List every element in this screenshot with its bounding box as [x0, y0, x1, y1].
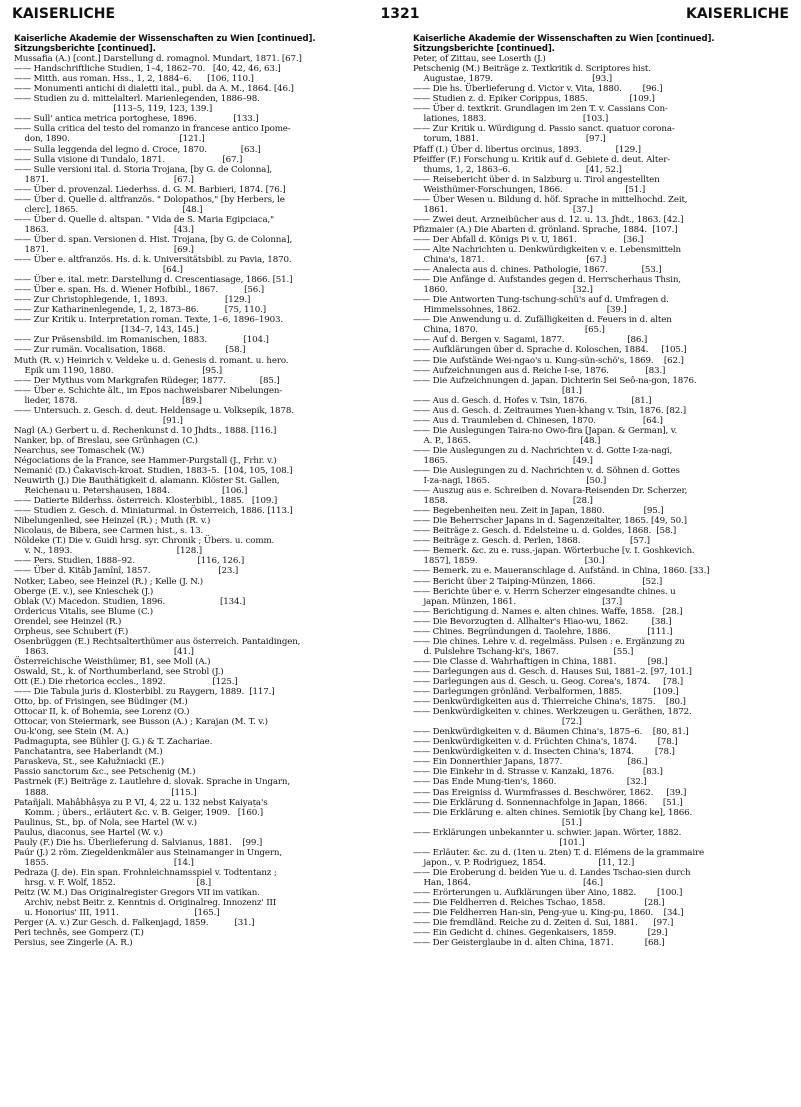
index-entry-line: Himmelssohnes, 1862. [39.] — [413, 305, 627, 316]
index-entry-line: —— Denkwürdigkeiten v. d. Bäumen China's, 1875–6. [80, 81.] — [413, 727, 689, 738]
header-right-title: KAISERLICHE — [685, 6, 789, 22]
header-left-title: KAISERLICHE — [12, 6, 116, 22]
index-entry-line: —— Die Auslegungen zu d. Nachrichten v. d. Gotte I-za-nagi, — [413, 445, 673, 456]
index-entry-line: Ou-k'ong, see Stein (M. A.) — [14, 727, 129, 738]
index-entry-line: [134–7, 143, 145.] — [14, 325, 199, 336]
index-entry-line: —— Über d. Kitâb Jamînî, 1857. [23.] — [14, 566, 239, 577]
index-entry-line: Ordericus Vitalis, see Blume (C.) — [14, 606, 154, 617]
index-entry-line: China, 1870. [65.] — [413, 325, 605, 336]
left-column — [14, 34, 388, 1102]
index-entry-line: —— Die Anwendung u. d. Zufälligkeiten d. Feuers in d. alten — [413, 315, 672, 326]
index-entry-line: —— Über e. Schichte ält., im Epos nachweisbarer Nibelungen- — [14, 385, 283, 396]
index-entry-line: —— Die Erklärung e. alten chines. Semiotik [by Chang ke], 1866. — [413, 807, 693, 818]
page-number: 1321 — [380, 6, 420, 22]
index-entry-line: [91.] — [14, 415, 183, 426]
index-entry-line: —— Analecta aus d. chines. Pathologie, 1867. [53.] — [413, 265, 662, 276]
index-entry-line: Österreichische Weisthümer, B1, see Moll (A.) — [14, 656, 211, 667]
index-entry-line: 1865. [49.] — [413, 455, 593, 466]
index-entry-line: Peter, of Zittau, see Loserth (J.) — [413, 54, 546, 65]
index-entry-line: Ottocar II, k. of Bohemia, see Lorenz (O.) — [14, 707, 190, 718]
index-entry-line: —— Die Feldherren Han-sin, Peng-yue u. King-pu, 1860. [34.] — [413, 908, 684, 919]
index-entry-line: Nearchus, see Tomaschek (W.) — [14, 445, 145, 456]
index-entry-line: —— Aus d. Gesch. d. Zeitraumes Yuen-khang v. Tsin, 1876. [82.] — [413, 405, 686, 416]
index-entry-line: —— Die Tabula juris d. Klosterbibl. zu Raygern, 1889. [117.] — [14, 687, 275, 698]
index-entry-line: Nanker, bp. of Breslau, see Grünhagen (C.) — [14, 435, 198, 446]
index-entry-line: —— Denkwürdigkeiten v. d. Insecten China's, 1874. [78.] — [413, 747, 675, 758]
index-entry-line: —— Sull' antica metrica portoghese, 1896. [133.] — [14, 114, 259, 125]
index-entry-line: —— Darlegungen aus d. Gesch. d. Hauses Sui, 1881–2. [97, 101.] — [413, 666, 692, 677]
index-entry-line: —— Studien z. Gesch. d. Miniaturmal. in Österreich, 1886. [113.] — [14, 506, 293, 517]
index-entry-line: —— Alte Nachrichten u. Denkwürdigkeiten v. e. Lebensmitteln — [413, 244, 681, 255]
index-entry-line: Passio sanctorum &c., see Petschenig (M.) — [14, 767, 196, 778]
index-entry-line: v. N., 1893. [128.] — [14, 546, 202, 557]
index-entry-line: —— Zur Katharinenlegende, 1, 2, 1873–86. [75, 110.] — [14, 305, 267, 316]
index-entry-line: —— Die Feldherren d. Reiches Tschao, 1858. [28.] — [413, 898, 665, 909]
index-entry-line: Augustae, 1879. [93.] — [413, 74, 612, 85]
index-entry-line: Notker, Labeo, see Heinzel (R.) ; Kelle (J. N.) — [14, 576, 203, 587]
index-entry-line: —— Mitth. aus roman. Hss., 1, 2, 1884–6. [106, 110.] — [14, 74, 254, 85]
index-entry-line: —— Die Aufstände Wei-ngao's u. Kung-sün-schö's, 1869. [62.] — [413, 355, 684, 366]
index-entry-line: torum, 1881. [97.] — [413, 134, 606, 145]
index-entry-line: Oberge (E. v.), see Knieschek (J.) — [14, 586, 154, 597]
index-entry-line: —— Aus d. Gesch. d. Hofes v. Tsin, 1876. [81.] — [413, 395, 652, 406]
index-entry-line: 1857], 1859. [30.] — [413, 556, 605, 567]
index-entry-line: —— Sulla visione di Tundalo, 1871. [67.] — [14, 154, 243, 165]
index-entry-line: Oswald, St., k. of Northumberland, see Strobl (J.) — [14, 666, 224, 677]
index-entry-line: —— Über d. span. Versionen d. Hist. Trojana, [by G. de Colonna], — [14, 234, 293, 245]
index-entry-line: —— Bericht über 2 Taiping-Münzen, 1866. [52.] — [413, 576, 663, 587]
section-heading: Kaiserliche Akademie der Wissenschaften zu Wien [continued]. — [14, 34, 316, 44]
index-entry-line: —— Datierte Bilderhss. österreich. Klosterbibl., 1885. [109.] — [14, 496, 278, 507]
index-entry-line: Pedraza (J. de). Ein span. Frohnleichnamsspiel v. Todtentanz ; — [14, 867, 277, 878]
index-entry-line: I-za-nagi, 1865. [50.] — [413, 476, 607, 487]
index-entry-line: —— Aufzeichnungen aus d. Reiche I-se, 1876. [83.] — [413, 365, 666, 376]
index-entry-line: Orendel, see Heinzel (R.) — [14, 616, 122, 627]
index-entry-line: Persius, see Zingerle (A. R.) — [14, 938, 133, 949]
index-entry-line: don, 1890. [121.] — [14, 134, 205, 145]
index-entry-line: —— Beiträge z. Gesch. d. Perlen, 1868. [57.] — [413, 536, 650, 547]
index-entry-line: Nemanić (D.) Čakavisch-kroat. Studien, 1883–5. [104, 105, 108.] — [14, 466, 293, 477]
index-entry-line: —— Begebenheiten neu. Zeit in Japan, 1880. [95.] — [413, 506, 664, 517]
index-entry-line: —— Der Mythus vom Markgrafen Rüdeger, 1877. [85.] — [14, 375, 280, 386]
index-entry-line: 1871. [67.] — [14, 174, 194, 185]
index-entry-line: Pastrnek (F.) Beiträge z. Lautlehre d. slovak. Sprache in Ungarn, — [14, 777, 290, 788]
index-entry-line: —— Untersuch. z. Gesch. d. deut. Heldensage u. Volksepik, 1878. — [14, 405, 294, 416]
index-entry-line: Han, 1864. [46.] — [413, 877, 603, 888]
index-entry-line: —— Darlegungen aus d. Gesch. u. Geog. Corea's, 1874. [78.] — [413, 677, 683, 687]
index-entry-line: 1858. [28.] — [413, 496, 593, 507]
section-heading: Kaiserliche Akademie der Wissenschaften zu Wien [continued]. — [413, 34, 715, 44]
index-entry-line: —— Über e. ital. metr. Darstellung d. Crescentiasage, 1866. [51.] — [14, 275, 293, 286]
index-entry-line: Ottocar, von Steiermark, see Busson (A.) ; Karajan (M. T. v.) — [14, 717, 268, 728]
index-entry-line: —— Die Anfänge d. Aufstandes gegen d. Herrscherhaus Thsin, — [413, 275, 681, 286]
index-entry-line: Peitz (W. M.) Das Originalregister Gregors VII im vatikan. — [14, 887, 260, 898]
index-entry-line: —— Die fremdländ. Reiche zu d. Zeiten d. Sui, 1881. [97.] — [413, 918, 674, 929]
index-entry-line: —— Zwei deut. Arzneibücher aus d. 12. u. 13. Jhdt., 1863. [42.] — [413, 214, 684, 225]
index-entry-line: —— Erläuter. &c. zu d. (1ten u. 2ten) T. d. Elémens de la grammaire — [413, 847, 704, 858]
index-entry-line: [51.] — [413, 817, 582, 828]
index-entry-line: [101.] — [413, 837, 585, 848]
index-entry-line: —— Aus d. Traumleben d. Chinesen, 1870. [64.] — [413, 415, 663, 426]
index-entry-line: —— Bemerk. zu e. Maueranschlage d. Aufständ. in China, 1860. [33.] — [413, 566, 710, 577]
index-entry-line: japan. Münzen, 1861. [37.] — [413, 596, 622, 607]
index-entry-line: —— Über d. Quelle d. altspan. " Vida de S. Maria Egipciaca," — [14, 214, 274, 225]
index-entry-line: Komm. ; übers., erläutert &c. v. B. Geiger, 1909. [160.] — [14, 807, 263, 818]
index-entry-line: Perger (A. v.) Zur Gesch. d. Falkenjagd, 1859. [31.] — [14, 918, 255, 929]
index-entry-line: —— Zur Christophlegende, 1, 1893. [129.] — [14, 295, 251, 306]
index-entry-line: Pfaff (I.) Über d. libertus orcinus, 1893. [129.] — [413, 144, 641, 155]
index-entry-line: lieder, 1878. [89.] — [14, 395, 202, 406]
index-entry-line: Pfizmaier (A.) Die Abarten d. grönland. Sprache, 1884. [107.] — [413, 224, 678, 235]
index-entry-line: —— Über d. provenzal. Liederhss. d. G. M. Barbieri, 1874. [76.] — [14, 184, 286, 195]
index-entry-line: Ott (E.) Die rhetorica eccles., 1892. [125.] — [14, 677, 238, 687]
index-entry-line: japon., v. P. Rodriguez, 1854. [11, 12.] — [413, 857, 635, 868]
index-entry-line: —— Pers. Studien, 1888–92. [116, 126.] — [14, 556, 245, 567]
index-entry-line: Paraskeva, St., see Kałužniacki (E.) — [14, 757, 165, 768]
index-entry-line: —— Sulla leggenda del legno d. Croce, 1870. [63.] — [14, 144, 261, 155]
index-entry-line: —— Erklärungen unbekannter u. schwier. japan. Wörter, 1882. — [413, 827, 682, 838]
index-entry-line: —— Handschriftliche Studien, 1–4, 1862–70. [40, 42, 46, 63.] — [14, 64, 281, 75]
index-entry-line: —— Studien zu d. mittelalterl. Marienlegenden, 1886–98. — [14, 94, 260, 105]
section-heading: Sitzungsberichte [continued]. — [14, 44, 156, 55]
index-entry-line: lationes, 1883. [103.] — [413, 114, 609, 125]
index-entry-line: —— Denkwürdigkeiten v. chines. Werkzeugen u. Geräthen, 1872. — [413, 707, 692, 718]
index-entry-line: —— Das Ereigniss d. Wurmfrasses d. Beschwörer, 1862. [39.] — [413, 787, 687, 798]
index-entry-line: 1860. [32.] — [413, 285, 593, 296]
index-entry-line: Otto, bp. of Frisingen, see Büdinger (M.) — [14, 697, 188, 708]
index-entry-line: —— Die hs. Überlieferung d. Victor v. Vita, 1880. [96.] — [413, 84, 663, 95]
index-entry-line: 1855. [14.] — [14, 857, 194, 868]
index-entry-line: —— Über Wesen u. Bildung d. höf. Sprache in mittelhochd. Zeit, — [413, 194, 688, 205]
index-entry-line: [64.] — [14, 265, 183, 276]
index-entry-line: —— Zur Kritik u. Würdigung d. Passio sanct. quatuor corona- — [413, 124, 675, 135]
index-entry-line: Paúr (J.) 2 röm. Ziegeldenkmäler aus Steinamanger in Ungern, — [14, 847, 282, 858]
index-entry-line: Weisthümer-Forschungen, 1866. [51.] — [413, 184, 646, 195]
index-entry-line: [113–5, 119, 123, 139.] — [14, 104, 213, 115]
index-entry-line: —— Die Beherrscher Japans in d. Sagenzeitalter, 1865. [49, 50.] — [413, 516, 687, 527]
index-entry-line: [72.] — [413, 717, 582, 728]
index-entry-line: Padmagupta, see Bühler (J. G.) & T. Zachariae. — [14, 737, 213, 748]
index-entry-line: clerc], 1865. [48.] — [14, 204, 203, 215]
index-entry-line: —— Aufklärungen über d. Sprache d. Koloschen, 1884. [105.] — [413, 345, 687, 356]
index-entry-line: Petschenig (M.) Beiträge z. Textkritik d. Scriptores hist. — [413, 64, 651, 75]
index-entry-line: 1863. [41.] — [14, 646, 194, 657]
index-entry-line: Nöldeke (T.) Die v. Guidi hrsg. syr. Chronik ; Übers. u. comm. — [14, 536, 275, 547]
index-entry-line: —— Chines. Begründungen d. Taolehre, 1886. [111.] — [413, 626, 673, 637]
index-entry-line: —— Monumenti antichi di dialetti ital., publ. da A. M., 1864. [46.] — [14, 84, 294, 95]
index-entry-line: —— Bemerk. &c. zu e. russ.-japan. Wörterbuche [v. I. Goshkevich. — [413, 546, 695, 557]
right-column — [413, 34, 787, 1102]
index-entry-line: Archiv, nebst Beitr. z. Kenntnis d. Originalreg. Innozenz' III — [14, 898, 277, 909]
index-entry-line: —— Reisebericht über d. in Salzburg u. Tirol angestellten — [413, 174, 660, 185]
index-entry-line: hrsg. v. F. Wolf, 1852. [8.] — [14, 877, 211, 888]
index-entry-line: —— Berichte über e. v. Herrn Scherzer eingesandte chines. u — [413, 586, 676, 597]
index-entry-line: [81.] — [413, 385, 582, 396]
index-entry-line: Orpheus, see Schubert (F.) — [14, 626, 129, 637]
index-entry-line: —— Das Ende Mung-tien's, 1860. [32.] — [413, 777, 647, 788]
index-entry-line: —— Auf d. Bergen v. Sagami, 1877. [86.] — [413, 335, 648, 346]
index-entry-line: Paulus, diaconus, see Hartel (W. v.) — [14, 827, 163, 838]
index-entry-line: Muth (R. v.) Heinrich v. Veldeke u. d. Genesis d. romant. u. hero. — [14, 355, 289, 366]
index-entry-line: Panchatantra, see Haberlandt (M.) — [14, 747, 163, 758]
index-entry-line: u. Honorius' III, 1911. [165.] — [14, 908, 220, 919]
index-entry-line: thums, 1, 2, 1863–6. [41, 52.] — [413, 164, 622, 175]
index-entry-line: —— Ein Gedicht d. chines. Gegenkaisers, 1859. [29.] — [413, 928, 668, 939]
index-entry-line: —— Die Classe d. Wahrhaftigen in China, 1881. [98.] — [413, 656, 668, 667]
index-entry-line: Nicolaus, de Bibera, see Carmen hist., s. 13. — [14, 526, 204, 537]
index-entry-line: —— Ein Donnerthier Japans, 1877. [86.] — [413, 757, 648, 768]
index-entry-line: —— Der Abfall d. Königs Pi v. U, 1861. [36.] — [413, 234, 644, 245]
section-heading: Sitzungsberichte [continued]. — [413, 44, 555, 55]
index-entry-line: —— Die Aufzeichnungen d. japan. Dichterin Sei Seô-na-gon, 1876. — [413, 375, 697, 386]
index-entry-line: Osenbrüggen (E.) Rechtsalterthümer aus österreich. Pantaidingen, — [14, 636, 301, 647]
index-entry-line: 1863. [43.] — [14, 224, 194, 235]
index-entry-line: A. P., 1865. [48.] — [413, 435, 601, 446]
index-entry-line: —— Sulla critica del testo del romanzo in francese antico Ipome- — [14, 124, 291, 135]
index-entry-line: Paulinus, St., bp. of Nola, see Hartel (W. v.) — [14, 817, 197, 828]
index-entry-line: 1861. [37.] — [413, 204, 593, 215]
index-entry-line: —— Denkwürdigkeiten v. d. Früchten China's, 1874. [78.] — [413, 737, 678, 748]
index-entry-line: —— Die Bevorzugten d. Allhalter's Hiao-wu, 1862. [38.] — [413, 616, 672, 627]
index-entry-line: Mussafia (A.) [cont.] Darstellung d. romagnol. Mundart, 1871. [67.] — [14, 54, 302, 65]
index-entry-line: Nibelungenlied, see Heinzel (R.) ; Muth (R. v.) — [14, 516, 211, 527]
index-entry-line: Neuwirth (J.) Die Bauthätigkeit d. alamann. Klöster St. Gallen, — [14, 476, 280, 487]
index-entry-line: —— Zur Kritik u. Interpretation roman. Texte, 1–6, 1896–1903. — [14, 315, 284, 326]
index-entry-line: —— Über e. span. Hs. d. Wiener Hofbibl., 1867. [56.] — [14, 285, 264, 296]
running-header — [0, 6, 801, 28]
index-entry-line: —— Über d. Quelle d. altfranzös. " Dolopathos," [by Herbers, le — [14, 194, 285, 205]
index-entry-line: —— Berichtigung d. Names e. alten chines. Waffe, 1858. [28.] — [413, 606, 683, 617]
index-entry-line: Pfeiffer (F.) Forschung u. Kritik auf d. Gebiete d. deut. Alter- — [413, 154, 671, 165]
index-entry-line: —— Die Einkehr in d. Strasse v. Kanzaki, 1876. [83.] — [413, 767, 663, 778]
index-entry-line: d. Pulslehre Tschang-ki's, 1867. [55.] — [413, 646, 634, 657]
index-entry-line: —— Auszug aus e. Schreiben d. Novara-Reisenden Dr. Scherzer, — [413, 486, 688, 497]
index-entry-line: —— Über d. textkrit. Grundlagen im 2en T. v. Cassians Con- — [413, 104, 668, 115]
index-entry-line: —— Der Geisterglaube in d. alten China, 1871. [68.] — [413, 938, 665, 949]
index-entry-line: —— Zur Präsensbild. im Romanischen, 1883. [104.] — [14, 335, 269, 346]
index-entry-line: Reichenau u. Petershausen, 1884. [106.] — [14, 486, 248, 497]
index-entry-line: —— Erörterungen u. Aufklärungen über Aino, 1882. [100.] — [413, 887, 683, 898]
index-entry-line: Patañjali. Mahâbhâṣya zu P. VI, 4, 22 u. 132 nebst Kaiyaṭa's — [14, 797, 268, 808]
index-entry-line: Nagl (A.) Gerbert u. d. Rechenkunst d. 10 Jhdts., 1888. [116.] — [14, 425, 277, 436]
index-entry-line: —— Die Antworten Tung-tschung-schü's auf d. Umfragen d. — [413, 295, 669, 306]
index-entry-line: —— Die Auslegungen zu d. Nachrichten v. d. Söhnen d. Gottes — [413, 466, 680, 477]
index-entry-line: China's, 1871. [67.] — [413, 255, 607, 266]
index-entry-line: —— Die Eroberung d. beiden Yue u. d. Landes Tschao-sien durch — [413, 867, 691, 878]
index-entry-line: Peri technês, see Gomperz (T.) — [14, 928, 144, 939]
index-entry-line: —— Darlegungen grönländ. Verbalformen, 1885. [109.] — [413, 687, 679, 698]
index-entry-line: Négociations de la France, see Hammer-Purgstall (J., Frhr. v.) — [14, 455, 277, 466]
index-entry-line: Epik um 1190, 1880. [95.] — [14, 365, 223, 376]
index-entry-line: —— Die Erklärung d. Sonnennachfolge in Japan, 1866. [51.] — [413, 797, 683, 808]
index-entry-line: —— Über e. altfranzös. Hs. d. k. Universitätsbibl. zu Pavia, 1870. — [14, 255, 292, 266]
index-entry-line: —— Studien z. d. Epiker Corippus, 1885. [109.] — [413, 94, 655, 105]
index-entry-line: —— Die Auslegungen Taira-no Owo-fira [Japan. & German], v. — [413, 425, 678, 436]
index-entry-line: Oblak (V.) Macedon. Studien, 1896. [134.] — [14, 596, 246, 607]
index-entry-line: —— Sulle versioni ital. d. Storia Trojana, [by G. de Colonna], — [14, 164, 273, 175]
index-entry-line: —— Denkwürdigkeiten aus d. Thierreiche China's, 1875. [80.] — [413, 697, 686, 708]
index-entry-line: 1888. [115.] — [14, 787, 197, 798]
index-entry-line: Pauly (F.) Die hs. Überlieferung d. Salvianus, 1881. [99.] — [14, 837, 263, 848]
index-entry-line: —— Beiträge z. Gesch. d. Edelsteine u. d. Goldes, 1868. [58.] — [413, 526, 677, 537]
index-entry-line: —— Die chines. Lehre v. d. regelmäss. Pulsen : e. Ergänzung zu — [413, 636, 685, 647]
index-entry-line: —— Zur rumän. Vocalisation, 1868. [58.] — [14, 345, 246, 356]
index-entry-line: 1871. [69.] — [14, 244, 194, 255]
